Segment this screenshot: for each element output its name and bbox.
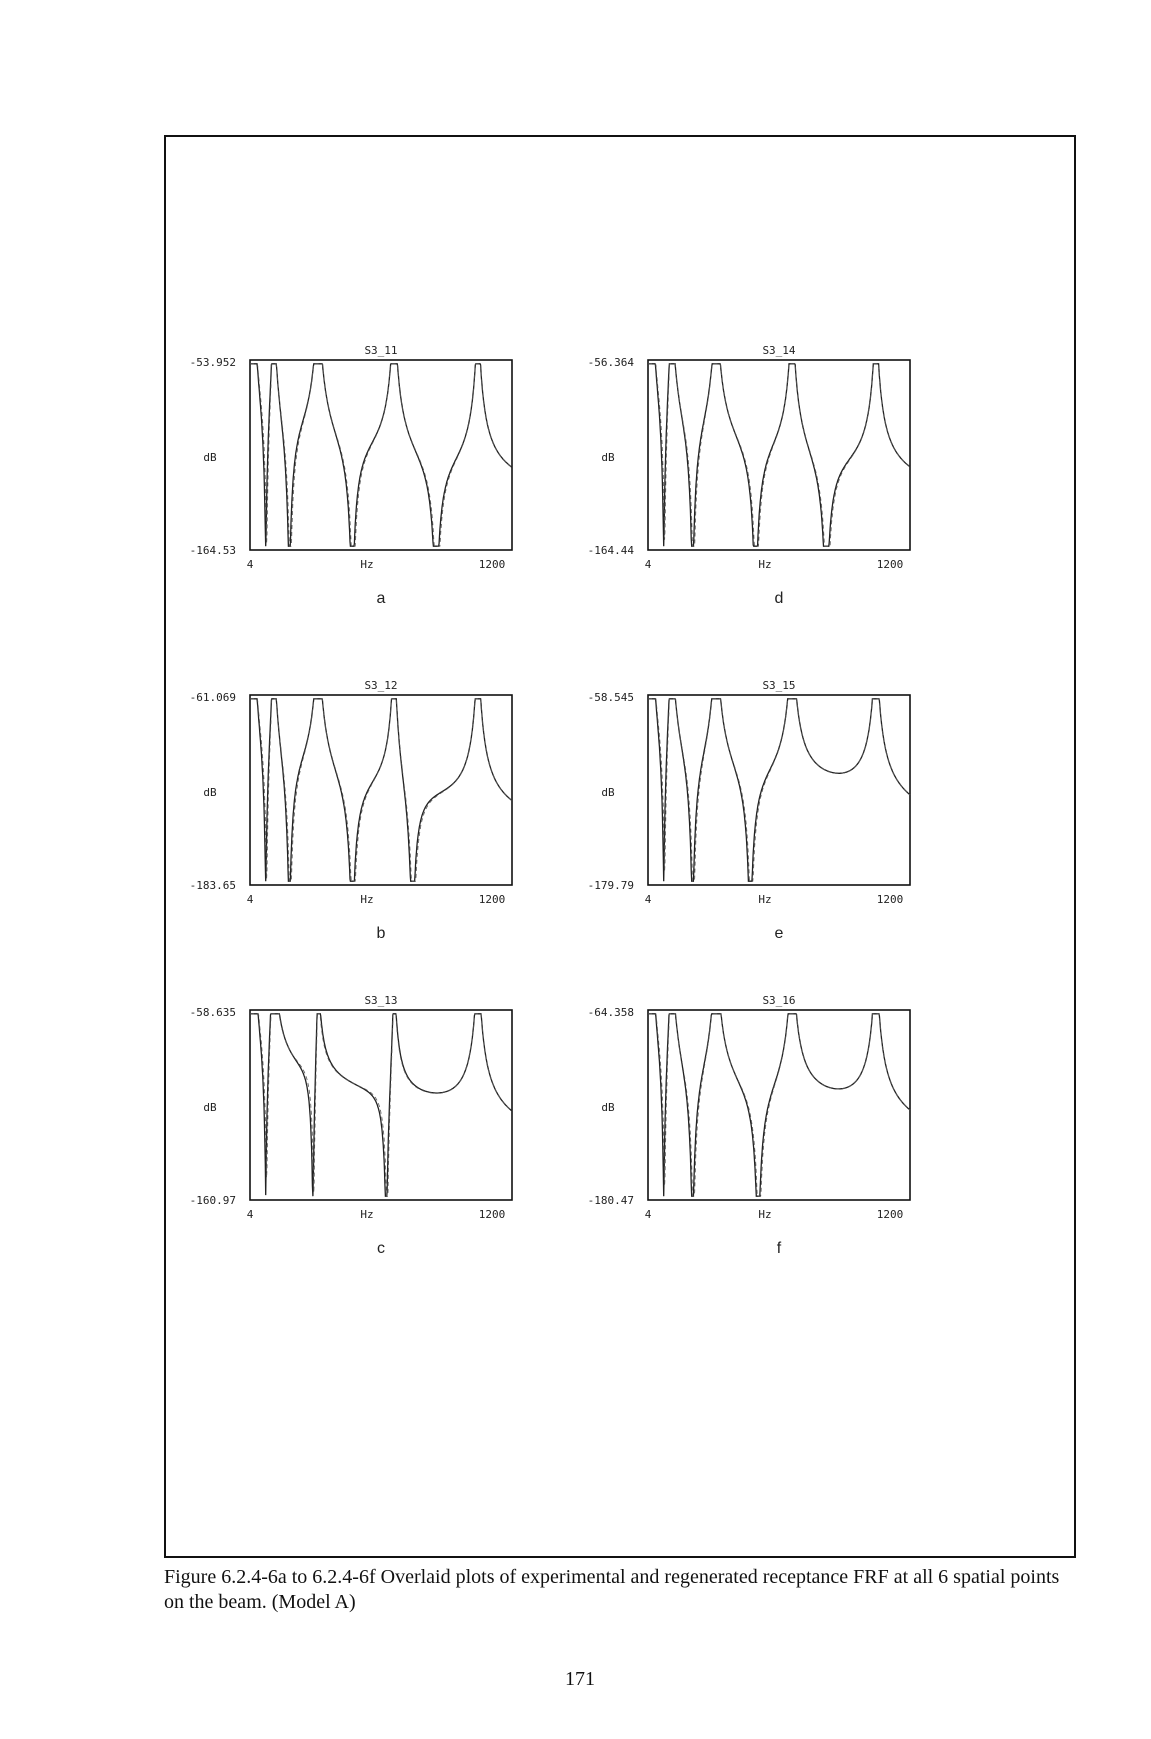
frf-plot-f: [558, 990, 904, 1230]
y-max-label: -61.069: [189, 691, 236, 704]
x-max-label: 1200: [876, 558, 904, 571]
y-min-label: -183.65: [189, 879, 236, 892]
frf-plot-a: [160, 340, 506, 580]
y-max-label: -58.545: [587, 691, 634, 704]
plot-title: S3_13: [364, 994, 398, 1007]
experimental-frf-trace: [250, 364, 512, 546]
y-max-label: -53.952: [189, 356, 236, 369]
frf-plot-c: [160, 990, 506, 1230]
experimental-frf-trace: [250, 1014, 512, 1196]
x-max-label: 1200: [478, 558, 506, 571]
subfigure-letter-a: a: [376, 590, 386, 607]
regenerated-frf-trace: [250, 699, 512, 881]
frf-plot-b: [160, 675, 506, 915]
subfigure-letter-e: e: [774, 925, 784, 942]
plot-title: S3_15: [762, 679, 796, 692]
x-axis-label: Hz: [360, 893, 374, 906]
y-min-label: -164.44: [587, 544, 634, 557]
y-max-label: -56.364: [587, 356, 634, 369]
frf-svg-f: [558, 990, 918, 1240]
y-axis-label: dB: [203, 786, 217, 799]
y-min-label: -164.53: [189, 544, 236, 557]
x-axis-label: Hz: [360, 1208, 374, 1221]
plot-title: S3_14: [762, 344, 796, 357]
x-min-label: 4: [644, 558, 652, 571]
y-axis-label: dB: [601, 786, 615, 799]
x-min-label: 4: [246, 1208, 254, 1221]
y-min-label: -160.97: [189, 1194, 236, 1207]
frf-svg-d: [558, 340, 918, 590]
x-max-label: 1200: [478, 893, 506, 906]
y-max-label: -58.635: [189, 1006, 236, 1019]
x-axis-label: Hz: [758, 893, 772, 906]
x-min-label: 4: [644, 893, 652, 906]
plot-frame: [250, 360, 512, 550]
frf-plot-e: [558, 675, 904, 915]
frf-svg-a: [160, 340, 520, 590]
y-axis-label: dB: [601, 1101, 615, 1114]
plot-title: S3_11: [364, 344, 398, 357]
experimental-frf-trace: [648, 1014, 910, 1196]
subfigure-letter-b: b: [376, 925, 386, 942]
x-axis-label: Hz: [758, 1208, 772, 1221]
plot-title: S3_12: [364, 679, 398, 692]
figure-caption: Figure 6.2.4-6a to 6.2.4-6f Overlaid plots of experimental and regenerated receptance FRF at all 6 spatial points on the beam. (Model A): [164, 1566, 1060, 1613]
y-min-label: -179.79: [587, 879, 634, 892]
frf-svg-e: [558, 675, 918, 925]
x-max-label: 1200: [478, 1208, 506, 1221]
experimental-frf-trace: [648, 364, 910, 546]
frf-svg-b: [160, 675, 520, 925]
subfigure-letter-d: d: [774, 590, 784, 607]
regenerated-frf-trace: [250, 1014, 512, 1196]
y-max-label: -64.358: [587, 1006, 634, 1019]
subfigure-letter-c: c: [377, 1240, 385, 1257]
frf-svg-c: [160, 990, 520, 1240]
x-max-label: 1200: [876, 1208, 904, 1221]
plot-title: S3_16: [762, 994, 796, 1007]
x-min-label: 4: [246, 893, 254, 906]
y-axis-label: dB: [203, 1101, 217, 1114]
subfigure-letter-f: f: [776, 1240, 782, 1257]
y-min-label: -180.47: [587, 1194, 634, 1207]
frf-plot-d: [558, 340, 904, 580]
y-axis-label: dB: [203, 451, 217, 464]
x-axis-label: Hz: [360, 558, 374, 571]
x-min-label: 4: [246, 558, 254, 571]
page-number: 171: [565, 1668, 595, 1690]
experimental-frf-trace: [648, 699, 910, 881]
y-axis-label: dB: [601, 451, 615, 464]
x-min-label: 4: [644, 1208, 652, 1221]
x-max-label: 1200: [876, 893, 904, 906]
x-axis-label: Hz: [758, 558, 772, 571]
